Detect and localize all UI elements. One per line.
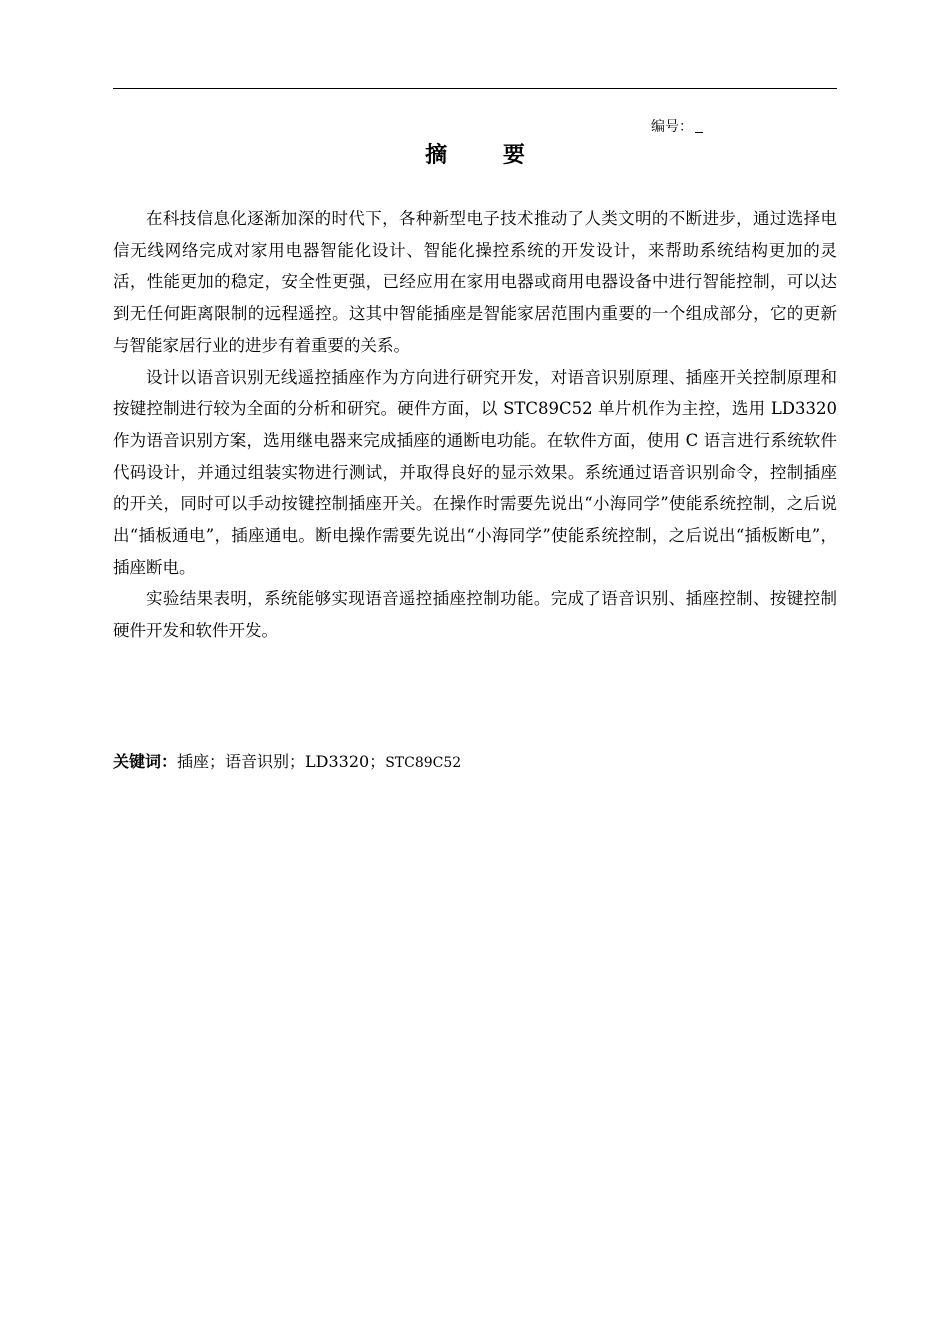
document-number <box>651 117 703 137</box>
abstract-paragraph-2: 设计以语音识别无线遥控插座作为方向进行研究开发，对语音识别原理、插座开关控制原理和按键控制进行较为全面的分析和研究。硬件方面，以 STC89C52 单片机作为主控，选用 LD3320 作为语音识别方案，选用继电器来完成插座的通断电功能。在软件方面，使用 C 语言进行系统软件代码设计，并通过组装实物进行测试，并取得良好的显示效果。系统通过语音识别命令，控制插座的开关，同时可以手动按键控制插座开关。在操作时需要先说出“小海同学”使能系统控制，之后说出“插板通电”，插座通电。断电操作需要先说出“小海同学”使能系统控制，之后说出“插板断电”，插座断电。 <box>113 367 837 577</box>
document-number-label: 编号： <box>651 119 693 135</box>
abstract-body <box>113 203 837 647</box>
keywords-items: 插座；语音识别；LD3320； <box>177 752 386 771</box>
header-rule <box>113 88 837 89</box>
abstract-paragraph-3: 实验结果表明，系统能够实现语音遥控插座控制功能。完成了语音识别、插座控制、按键控制硬件开发和软件开发。 <box>113 589 837 641</box>
keywords-last-item: STC89C52 <box>385 755 462 771</box>
abstract-title: 摘 要 <box>425 143 549 168</box>
abstract-paragraph-1: 在科技信息化逐渐加深的时代下，各种新型电子技术推动了人类文明的不断进步，通过选择电信无线网络完成对家用电器智能化设计、智能化操控系统的开发设计，来帮助系统结构更加的灵活，性能更加的稳定，安全性更强，已经应用在家用电器或商用电器设备中进行智能控制，可以达到无任何距离限制的远程遥控。这其中智能插座是智能家居范围内重要的一个组成部分，它的更新与智能家居行业的进步有着重要的关系。 <box>113 209 837 355</box>
keywords-line <box>113 748 461 777</box>
document-number-value <box>695 118 703 133</box>
keywords-label: 关键词： <box>113 752 178 771</box>
